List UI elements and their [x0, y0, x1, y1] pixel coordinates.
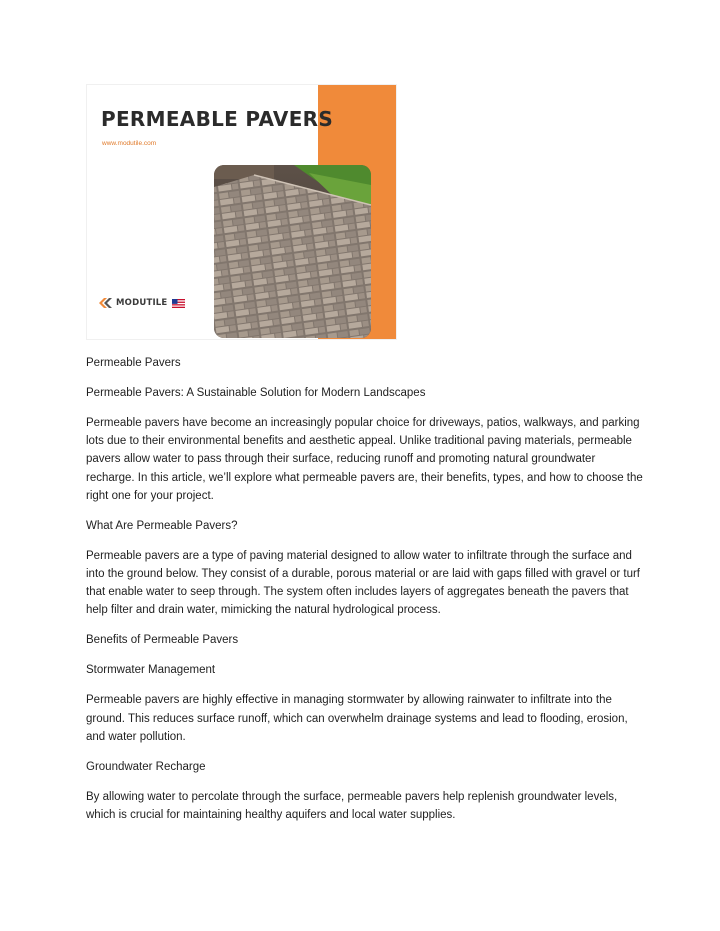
hero-title: PERMEABLE PAVERS: [101, 107, 334, 131]
subheading-groundwater: Groundwater Recharge: [86, 760, 206, 773]
body-stormwater: Permeable pavers are highly effective in managing stormwater by allowing rainwater to infiltrate into the ground. This reduces surface runoff, which can overwhelm drainage systems and lead to flooding, erosion, and water pollution.: [86, 694, 628, 743]
subheading-stormwater: Stormwater Management: [86, 664, 216, 677]
intro-paragraph: Permeable pavers have become an increasingly popular choice for driveways, patios, walkways, and parking lots due to their environmental benefits and aesthetic appeal. Unlike traditional paving materials, permeable pavers allow water to pass through their surface, reducing runoff and promoting natural groundwater recharge. In this article, we’ll explore what permeable pavers are, their benefits, types, and how to choose the right one for your project.: [86, 417, 643, 502]
section-body-what-are: Permeable pavers are a type of paving material designed to allow water to infiltrate through the surface and into the ground below. They consist of a durable, porous material or are laid with gaps filled with gravel or turf that enable water to seep through. The system often includes layers of aggregates beneath the pavers that help filter and drain water, mimicking the natural hydrological process.: [86, 549, 641, 617]
article-subheading: Permeable Pavers: A Sustainable Solution for Modern Landscapes: [86, 387, 426, 399]
modutile-logo-icon: [99, 298, 113, 308]
paver-photo-illustration: [214, 165, 371, 338]
article-body: [86, 354, 646, 836]
article-heading: Permeable Pavers: [86, 357, 181, 369]
brand-logo: [99, 298, 185, 308]
body-groundwater: By allowing water to percolate through the surface, permeable pavers help replenish groundwater levels, which is crucial for maintaining healthy aquifers and local water supplies.: [86, 790, 618, 822]
paver-driveway-photo: [214, 165, 371, 338]
us-flag-icon: [172, 299, 185, 308]
section-heading-benefits: Benefits of Permeable Pavers: [86, 634, 239, 647]
hero-url: www.modutile.com: [102, 140, 157, 147]
logo-text: MODUTILE: [116, 298, 168, 308]
hero-image: [86, 84, 397, 340]
section-heading-what-are: What Are Permeable Pavers?: [86, 519, 238, 532]
